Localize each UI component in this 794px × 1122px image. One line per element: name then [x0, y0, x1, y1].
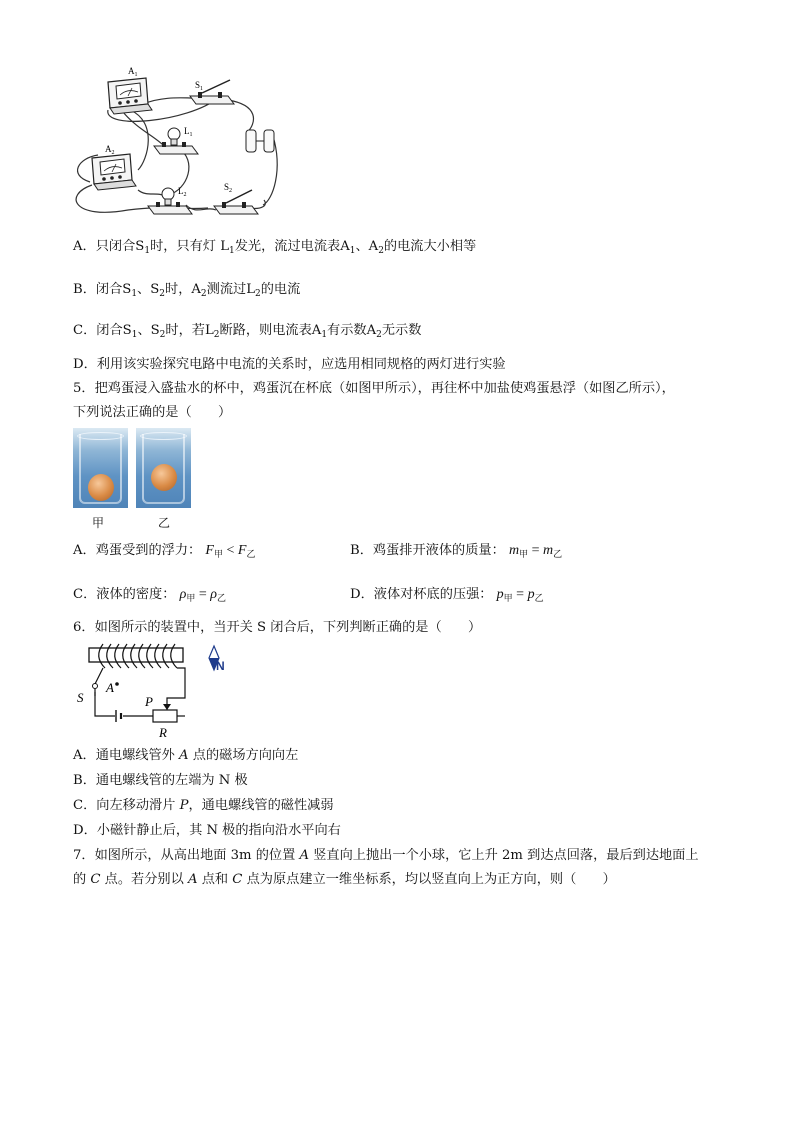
label-p: P — [145, 694, 153, 709]
ammeter-a1 — [108, 78, 152, 114]
q5-stem-line1: 5．把鸡蛋浸入盛盐水的杯中，鸡蛋沉在杯底（如图甲所示），再往杯中加盐使鸡蛋悬浮（如图乙所示）， — [73, 381, 675, 396]
point-a-dot — [115, 682, 119, 686]
ammeter-a2 — [92, 154, 136, 190]
q5-option-a: A．鸡蛋受到的浮力： $F_甲 < F_乙$ — [73, 543, 256, 560]
label-s: S — [77, 690, 84, 705]
rheostat — [153, 710, 177, 722]
label-a: A — [106, 680, 114, 695]
q5-option-c: C．液体的密度： $\rho_甲 = \rho_乙$ — [73, 587, 227, 604]
egg-suspended — [151, 464, 177, 491]
battery — [246, 130, 274, 152]
q4-option-a: A．只闭合$S_1$时，只有灯 $L_1$发光，流过电流表$A_1$、$A_2$的电流大小相等 — [73, 239, 477, 256]
q4-option-b: B．闭合$S_1$、$S_2$时，$A_2$测流过$L_2$的电流 — [73, 282, 301, 299]
switch-s2 — [214, 190, 258, 214]
caption-jia: 甲 — [92, 516, 105, 530]
q5-option-d: D．液体对杯底的压强： $p_甲 = p_乙$ — [350, 587, 544, 604]
q6-stem: 6．如图所示的装置中，当开关 S 闭合后，下列判断正确的是（ ） — [73, 620, 482, 635]
q6-option-a: A．通电螺线管外 A 点的磁场方向向左 — [73, 748, 299, 763]
beaker-jia-photo — [73, 428, 128, 508]
label-s1: $S_1$ — [195, 80, 204, 92]
q7-stem-line1: 7．如图所示，从高出地面 3m 的位置 A 竖直向上抛出一个小球，它上升 2m 到达点回落，最后到达地面上 — [73, 848, 699, 863]
circuit-figure — [68, 60, 308, 225]
label-a2: $A_2$ — [105, 144, 115, 156]
label-n: N — [216, 659, 225, 673]
slider-arrow — [163, 704, 171, 710]
solenoid-core — [89, 648, 183, 662]
switch-s — [93, 684, 98, 689]
egg-sunk — [88, 474, 114, 501]
q5-stem-line2: 下列说法正确的是（ ） — [73, 405, 232, 420]
q6-option-b: B．通电螺线管的左端为 N 极 — [73, 773, 248, 788]
solenoid-circuit-figure — [73, 640, 243, 742]
beaker-yi-photo — [136, 428, 191, 508]
label-s2: $S_2$ — [224, 182, 233, 194]
label-l2: $L_2$ — [178, 186, 187, 198]
label-l1: $L_1$ — [184, 126, 193, 138]
q5-option-b: B．鸡蛋排开液体的质量： $m_甲 = m_乙$ — [350, 543, 563, 560]
q6-option-c: C．向左移动滑片 P，通电螺线管的磁性减弱 — [73, 798, 334, 813]
caption-yi: 乙 — [158, 516, 171, 530]
q6-option-d: D．小磁针静止后，其 N 极的指向沿水平向右 — [73, 823, 341, 838]
q4-option-d: D．利用该实验探究电路中电流的关系时，应选用相同规格的两灯进行实验 — [73, 357, 506, 372]
q4-option-c: C．闭合$S_1$、$S_2$时，若$L_2$断路，则电流表$A_1$有示数$A_2$无示数 — [73, 323, 422, 340]
label-a1: $A_1$ — [128, 66, 138, 78]
q7-stem-line2: 的 C 点。若分别以 A 点和 C 点为原点建立一维坐标系，均以竖直向上为正方向，则（ ） — [73, 872, 616, 887]
label-r: R — [159, 725, 167, 740]
